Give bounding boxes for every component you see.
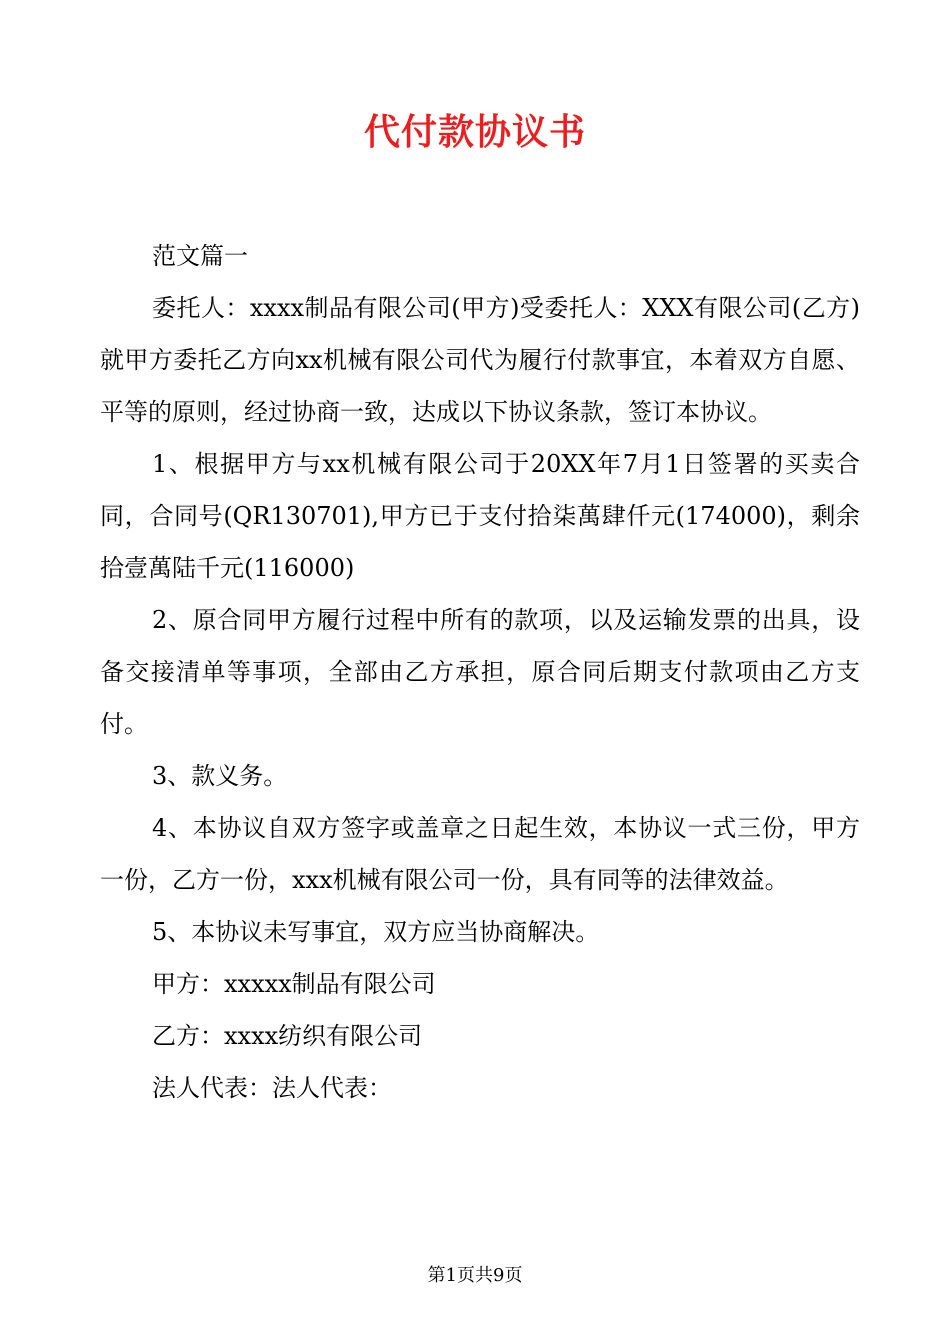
party-a-line: 甲方：xxxxx制品有限公司 bbox=[152, 970, 436, 998]
clause-4: 4、本协议自双方签字或盖章之日起生效，本协议一式三份，甲方一份，乙方一份，xxx机械有限公司一份，具有同等的法律效益。 bbox=[100, 814, 860, 894]
clause-1: 1、根据甲方与xx机械有限公司于20XX年7月1日签署的买卖合同，合同号(QR130701),甲方已于支付拾柒萬肆仟元(174000)，剩余拾壹萬陆千元(116000) bbox=[100, 450, 860, 582]
party-b-line: 乙方：xxxx纺织有限公司 bbox=[152, 1022, 423, 1050]
legal-representative-line: 法人代表：法人代表： bbox=[152, 1074, 392, 1102]
document-body bbox=[100, 230, 860, 1114]
page-number-footer: 第1页共9页 bbox=[427, 1265, 523, 1286]
clause-3: 3、款义务。 bbox=[152, 762, 288, 790]
section-heading: 范文篇一 bbox=[152, 242, 248, 270]
document-title: 代付款协议书 bbox=[363, 111, 586, 153]
clause-5: 5、本协议未写事宜，双方应当协商解决。 bbox=[152, 918, 600, 946]
intro-paragraph: 委托人：xxxx制品有限公司(甲方)受委托人：XXX有限公司(乙方)就甲方委托乙方向xx机械有限公司代为履行付款事宜，本着双方自愿、平等的原则，经过协商一致，达成以下协议条款，签订本协议。 bbox=[100, 294, 860, 426]
clause-2: 2、原合同甲方履行过程中所有的款项，以及运输发票的出具，设备交接清单等事项，全部由乙方承担，原合同后期支付款项由乙方支付。 bbox=[100, 606, 860, 738]
